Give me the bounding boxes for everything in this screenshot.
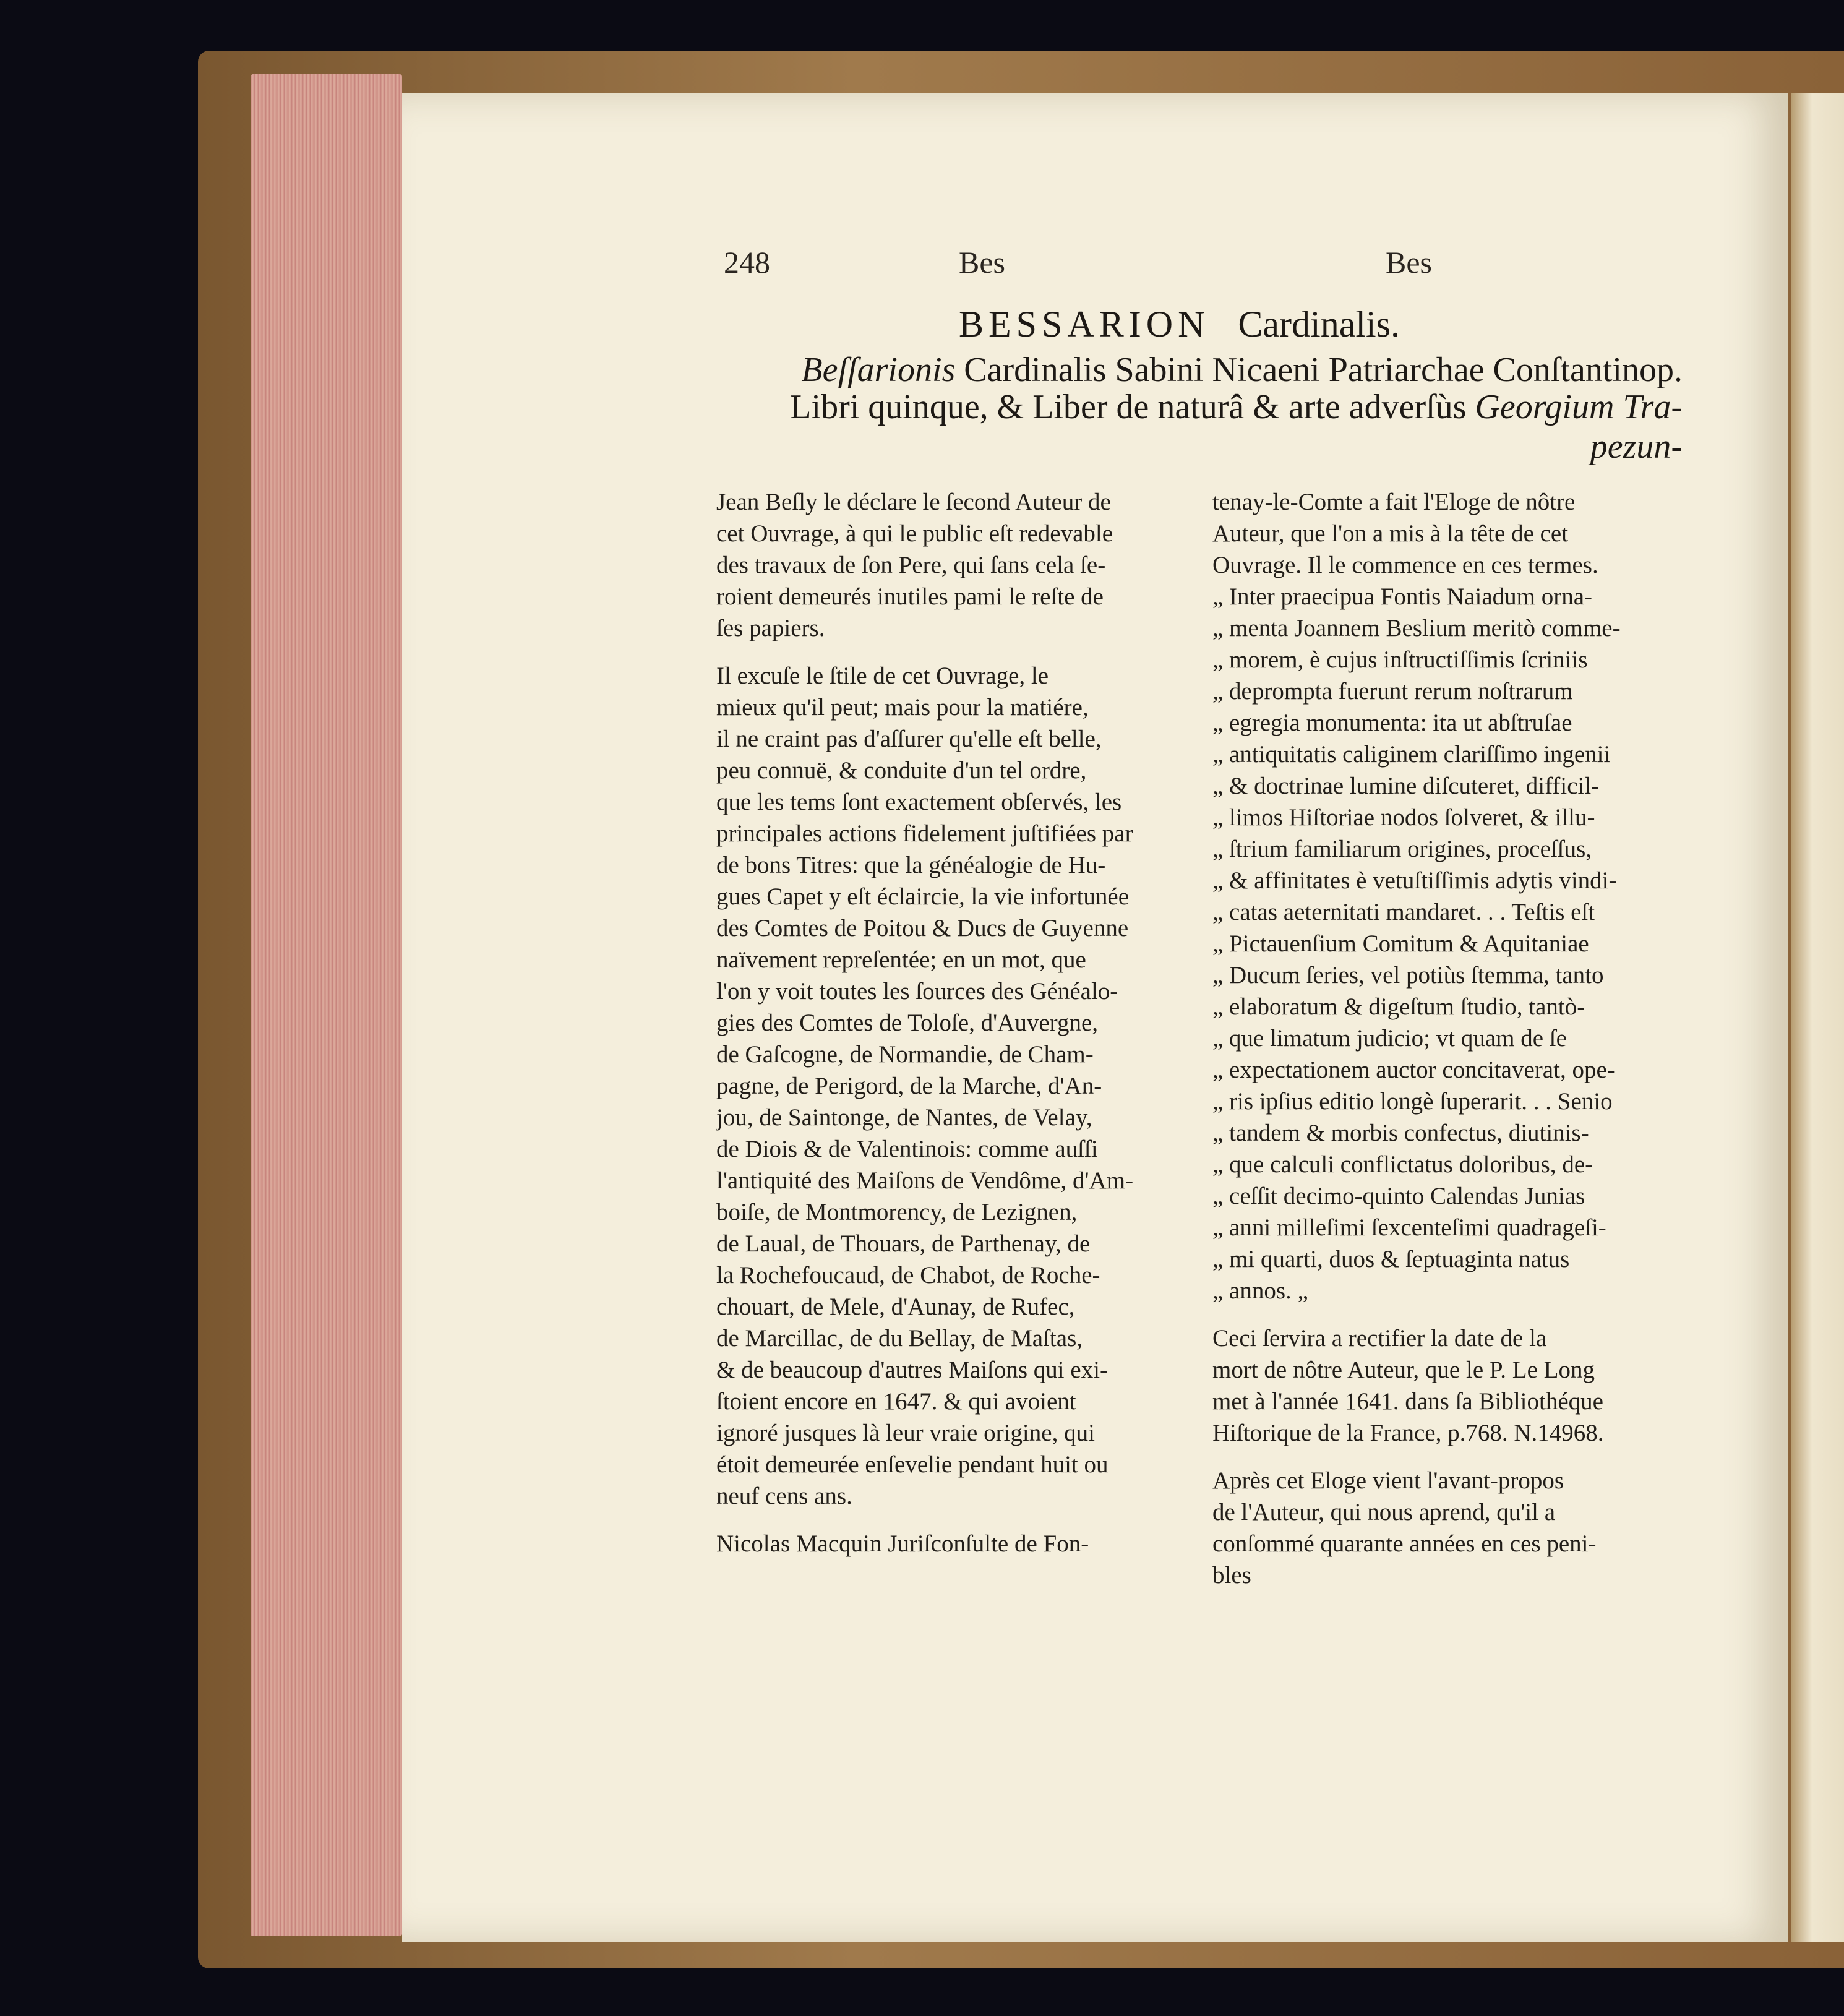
text-line: jou, de Saintonge, de Nantes, de Velay, [716, 1104, 1092, 1131]
text-line: la Rochefoucaud, de Chabot, de Roche- [716, 1262, 1100, 1289]
text-line: l'on y voit toutes les ſources des Généalo- [716, 978, 1118, 1005]
text-line: principales actions fidelement juſtifiées par [716, 820, 1133, 847]
text-line: Ceci ſervira a rectifier la date de la [1212, 1325, 1547, 1352]
subtitle-text-2: Libri quinque, & Liber de naturâ & arte adverſùs [790, 388, 1467, 426]
text-line: „ mi quarti, duos & ſeptuaginta natus [1212, 1246, 1570, 1272]
running-head-left: Bes [959, 245, 1005, 280]
text-line: „ & doctrinae lumine diſcuteret, difficil- [1212, 773, 1600, 799]
text-line: „ Pictauenſium Comitum & Aquitaniae [1212, 930, 1589, 957]
text-line: de Gaſcogne, de Normandie, de Cham- [716, 1041, 1094, 1068]
subtitle-line-3 [718, 427, 1683, 466]
left-column [716, 486, 1186, 1559]
subtitle-italic-3: pezun- [1590, 427, 1683, 466]
subtitle-line-1 [718, 350, 1683, 390]
page-fore-edge [251, 74, 402, 1936]
text-line: gies des Comtes de Toloſe, d'Auvergne, [716, 1010, 1099, 1036]
text-line: „ menta Joannem Beslium meritò comme- [1212, 615, 1621, 641]
text-line: „ morem, è cujus inſtructiſſimis ſcriniis [1212, 646, 1588, 673]
text-line: de l'Auteur, qui nous aprend, qu'il a [1212, 1499, 1556, 1525]
text-line: „ catas aeternitati mandaret. . . Teſtis eſt [1212, 899, 1595, 925]
text-line: Il excuſe le ſtile de cet Ouvrage, le [716, 663, 1049, 689]
subtitle-italic-1: Beſſarionis [801, 351, 956, 389]
text-line: de bons Titres: que la généalogie de Hu- [716, 852, 1106, 878]
text-line: des travaux de ſon Pere, qui ſans cela ſe- [716, 552, 1106, 578]
right-column [1212, 486, 1683, 1591]
text-line: Hiſtorique de la France, p.768. N.14968. [1212, 1420, 1604, 1446]
text-line: mieux qu'il peut; mais pour la matiére, [716, 694, 1089, 721]
text-line [716, 1512, 1186, 1528]
text-line: & de beaucoup d'autres Maiſons qui exi- [716, 1357, 1109, 1383]
text-line: „ deprompta fuerunt rerum noſtrarum [1212, 678, 1573, 705]
text-line: „ Inter praecipua Fontis Naiadum orna- [1212, 583, 1593, 610]
text-line: „ & affinitates è vetuſtiſſimis adytis vindi- [1212, 867, 1617, 894]
text-line: neuf cens ans. [716, 1483, 852, 1509]
subtitle-text-1: Cardinalis Sabini Nicaeni Patriarchae Conſtantinop. [964, 351, 1683, 389]
subtitle-italic-2: Georgium Tra- [1475, 388, 1683, 426]
entry-title [959, 303, 1400, 346]
text-line: „ annos. „ [1212, 1277, 1308, 1304]
text-line [1212, 1306, 1683, 1323]
text-line: „ que calculi conflictatus doloribus, de- [1212, 1151, 1593, 1178]
text-line: „ ſtrium familiarum origines, proceſſus, [1212, 836, 1592, 862]
text-line: il ne craint pas d'aſſurer qu'elle eſt belle, [716, 726, 1102, 752]
text-line: cet Ouvrage, à qui le public eſt redevable [716, 520, 1113, 547]
text-line: bles [1212, 1562, 1251, 1589]
text-line: Après cet Eloge vient l'avant-propos [1212, 1467, 1564, 1494]
text-line: chouart, de Mele, d'Aunay, de Rufec, [716, 1293, 1075, 1320]
text-line [716, 644, 1186, 660]
text-line: conſommé quarante années en ces peni- [1212, 1530, 1597, 1557]
text-line: des Comtes de Poitou & Ducs de Guyenne [716, 915, 1129, 942]
text-line: tenay-le-Comte a fait l'Eloge de nôtre [1212, 489, 1576, 515]
text-line: „ ceſſit decimo-quinto Calendas Junias [1212, 1183, 1585, 1209]
text-line: „ anni milleſimi ſexcenteſimi quadrageſi- [1212, 1214, 1606, 1241]
text-line: boiſe, de Montmorency, de Lezignen, [716, 1199, 1078, 1225]
text-line: que les tems ſont exactement obſervés, les [716, 789, 1122, 815]
entry-title-rank: Cardinalis. [1238, 304, 1400, 345]
text-line: gues Capet y eſt éclaircie, la vie infortunée [716, 883, 1130, 910]
text-line: ignoré jusques là leur vraie origine, qui [716, 1420, 1095, 1446]
text-line: de Marcillac, de du Bellay, de Maſtas, [716, 1325, 1083, 1352]
text-line: Ouvrage. Il le commence en ces termes. [1212, 552, 1598, 578]
text-line: „ elaboratum & digeſtum ſtudio, tantò- [1212, 993, 1585, 1020]
text-line: l'antiquité des Maiſons de Vendôme, d'Am- [716, 1167, 1134, 1194]
text-line: naïvement repreſentée; en un mot, que [716, 946, 1086, 973]
text-line: étoit demeurée enſevelie pendant huit ou [716, 1451, 1109, 1478]
text-line: „ ris ipſius editio longè ſuperarit. . . Senio [1212, 1088, 1613, 1115]
text-line: „ antiquitatis caliginem clariſſimo ingenii [1212, 741, 1611, 768]
running-head [724, 244, 1441, 288]
text-line: pagne, de Perigord, de la Marche, d'An- [716, 1073, 1102, 1099]
text-line: „ egregia monumenta: ita ut abſtruſae [1212, 710, 1572, 736]
text-line: Auteur, que l'on a mis à la tête de cet [1212, 520, 1569, 547]
text-line: „ limos Hiſtoriae nodos ſolveret, & illu- [1212, 804, 1595, 831]
text-line: Jean Beſly le déclare le ſecond Auteur de [716, 489, 1111, 515]
text-line: ſes papiers. [716, 615, 825, 641]
facing-page-edge [1791, 93, 1844, 1942]
text-line: mort de nôtre Auteur, que le P. Le Long [1212, 1357, 1595, 1383]
text-line: Nicolas Macquin Juriſconſulte de Fon- [716, 1530, 1089, 1557]
entry-title-name: BESSARION [959, 304, 1210, 345]
text-line: de Diois & de Valentinois: comme auſſi [716, 1136, 1098, 1162]
running-head-right: Bes [1386, 245, 1432, 280]
text-line: „ Ducum ſeries, vel potiùs ſtemma, tanto [1212, 962, 1604, 989]
text-line: de Laual, de Thouars, de Parthenay, de [716, 1230, 1091, 1257]
text-line: „ tandem & morbis confectus, diutinis- [1212, 1120, 1589, 1146]
text-line [1212, 1449, 1683, 1465]
page-number: 248 [724, 245, 770, 280]
text-line: roient demeurés inutiles pami le reſte de [716, 583, 1104, 610]
text-line: „ que limatum judicio; vt quam de ſe [1212, 1025, 1567, 1052]
text-line: met à l'année 1641. dans ſa Bibliothéque [1212, 1388, 1603, 1415]
text-line: ſtoient encore en 1647. & qui avoient [716, 1388, 1076, 1415]
text-line: peu connuë, & conduite d'un tel ordre, [716, 757, 1087, 784]
text-line: „ expectationem auctor concitaverat, ope- [1212, 1057, 1615, 1083]
subtitle-line-2 [718, 387, 1683, 427]
